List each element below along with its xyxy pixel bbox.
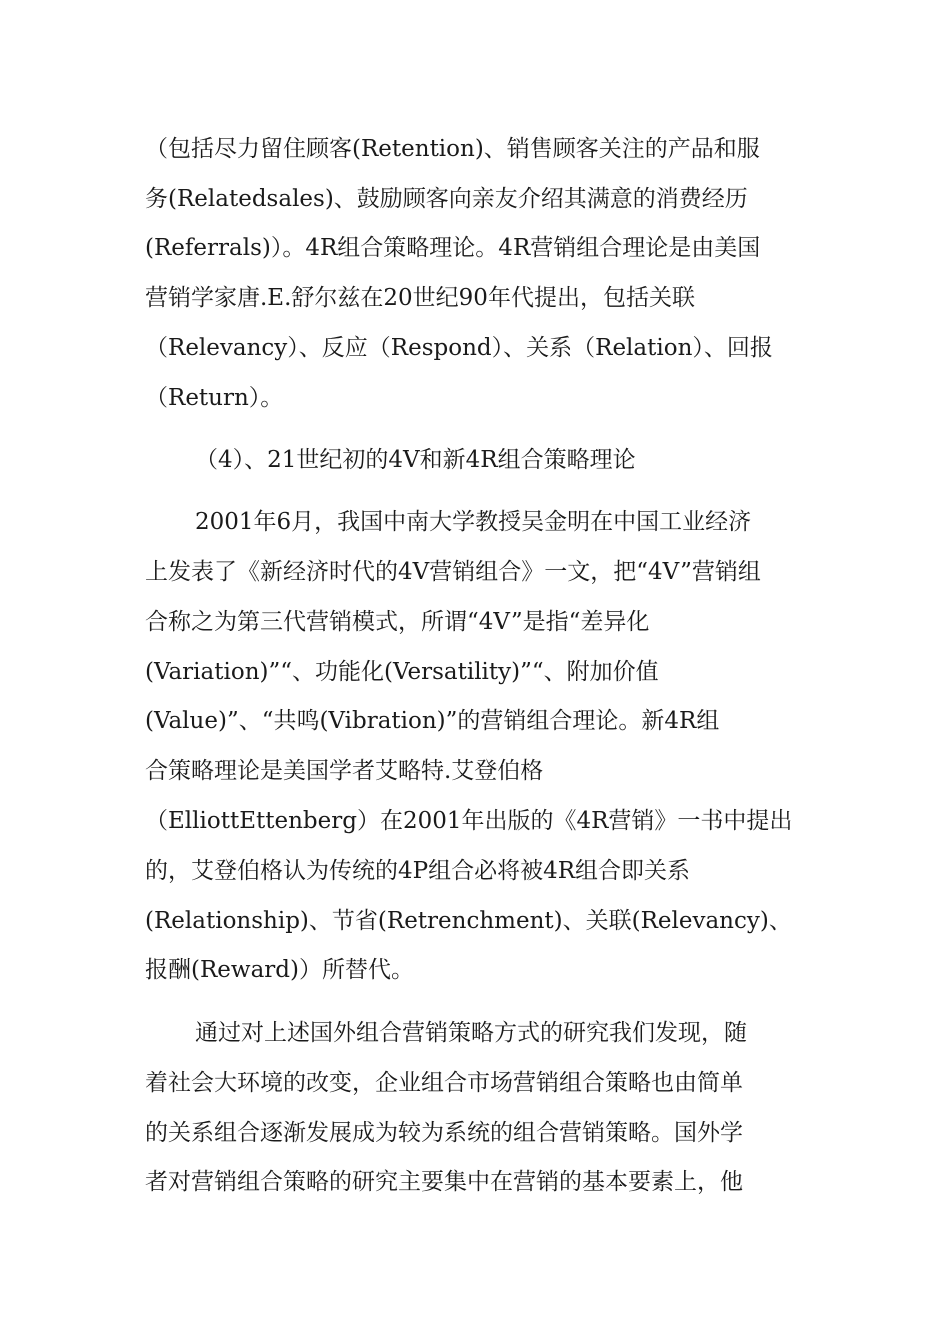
text-line: （ElliottEttenberg）在2001年出版的《4R营销》一书中提出 (145, 808, 793, 834)
text-line: 的，艾登伯格认为传统的4P组合必将被4R组合即关系 (145, 858, 691, 884)
text-line: 者对营销组合策略的研究主要集中在营销的基本要素上，他 (145, 1169, 743, 1195)
text-line: (Variation)”“、功能化(Versatility)”“、附加价值 (145, 659, 659, 685)
text-line: 合策略理论是美国学者艾略特.艾登伯格 (145, 758, 544, 784)
text-line: 务(Relatedsales)、鼓励顾客向亲友介绍其满意的消费经历 (145, 186, 748, 212)
text-line: (Value)”、“共鸣(Vibration)”的营销组合理论。新4R组 (145, 708, 720, 734)
text-line: （Relevancy）、反应（Respond）、关系（Relation）、回报 (145, 335, 773, 361)
text-line: 报酬(Reward)）所替代。 (145, 957, 414, 983)
text-line: （Return）。 (145, 385, 284, 411)
text-line: 2001年6月，我国中南大学教授吴金明在中国工业经济 (195, 509, 752, 535)
text-line: 通过对上述国外组合营销策略方式的研究我们发现，随 (195, 1020, 747, 1046)
text-line: 合称之为第三代营销模式，所谓“4V”是指“差异化 (145, 609, 650, 635)
text-line: (Referrals)）。4R组合策略理论。4R营销组合理论是由美国 (145, 235, 761, 261)
text-line: 的关系组合逐渐发展成为较为系统的组合营销策略。国外学 (145, 1120, 743, 1146)
text-line: 上发表了《新经济时代的4V营销组合》一文，把“4V”营销组 (145, 559, 761, 585)
text-line: 着社会大环境的改变，企业组合市场营销组合策略也由简单 (145, 1070, 743, 1096)
text-line: 营销学家唐.E.舒尔兹在20世纪90年代提出，包括关联 (145, 285, 695, 311)
section-heading: （4）、21世纪初的4V和新4R组合策略理论 (195, 447, 636, 473)
text-line: （包括尽力留住顾客(Retention)、销售顾客关注的产品和服 (145, 136, 760, 162)
text-line: (Relationship)、节省(Retrenchment)、关联(Relevancy)、 (145, 908, 792, 934)
